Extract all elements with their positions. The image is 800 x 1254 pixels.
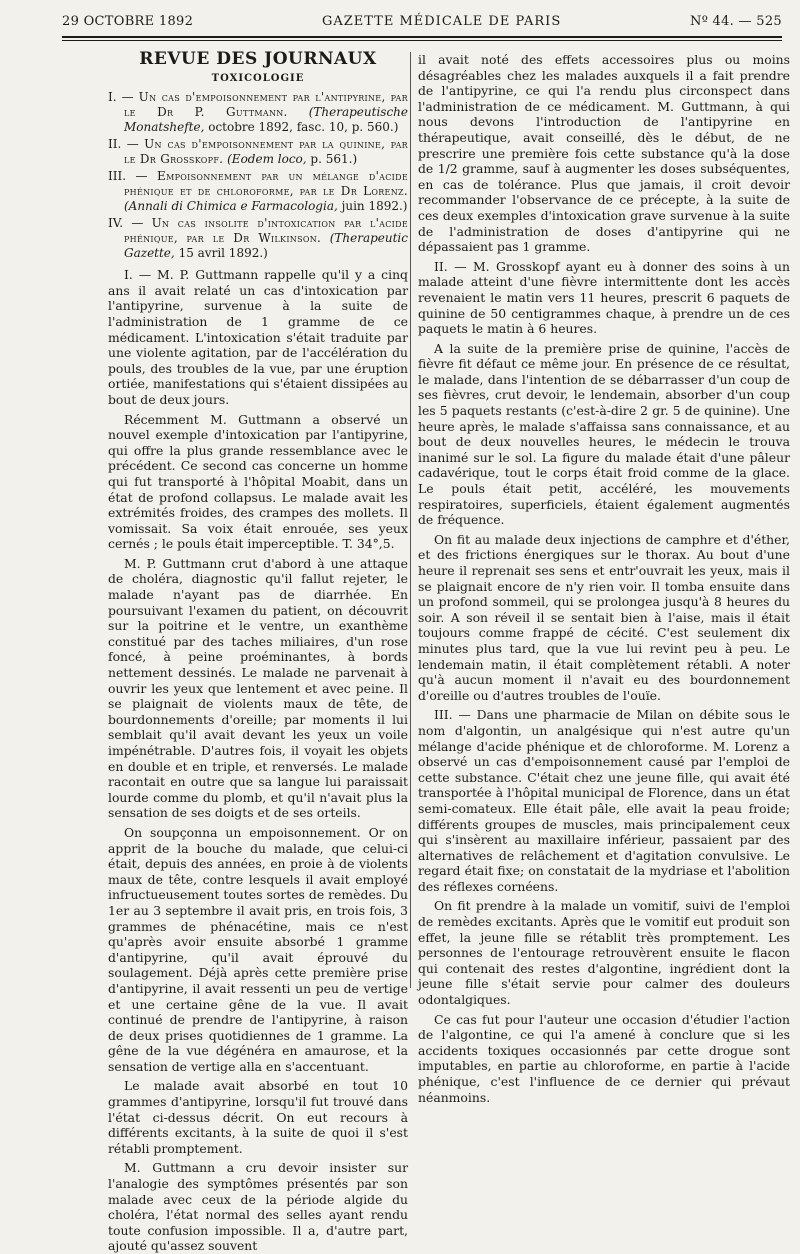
body-paragraph: A la suite de la première prise de quinine, l'accès de fièvre fit défaut ce même jour. En présence de ce résultat, le malade, dans l'intention de se débarrasser d'un coup de ses fièvres, crut devoir, le lendemain, absorber d'un coup les 5 paquets restants (c'est-à-dire 2 gr. 5 de quinine). Une heure après, le malade s'affaissa sans connaissance, et au bout de deux nouvelles heures, le médecin le trouva inanimé sur le sol. La figure du malade était d'une pâleur cadavérique, tout le corps était froid comme de la glace. Le pouls était petit, accéléré, les mouvements respiratoires, superficiels, étaient également augmentés de fréquence. (418, 340, 790, 528)
article-index (108, 90, 408, 261)
body-paragraph: Ce cas fut pour l'auteur une occasion d'étudier l'action de l'algontine, ce qui l'a amené à conclure que si les accidents toxiques occasionnés par cette drogue sont imputables, en partie au chloroforme, en partie à l'acide phénique, c'est l'influence de ce dernier qui prévaut néanmoins. (418, 1011, 790, 1105)
header-rule-thin (62, 40, 782, 41)
toc-entry: III. — Empoisonnement par un mélange d'acide phénique et de chloroforme, par le Dr Lorenz. (Annali di Chimica e Farmacologia, juin 1892.) (108, 169, 408, 214)
section-title: REVUE DES JOURNAUX (139, 49, 377, 69)
page-header (62, 14, 782, 36)
body-paragraph: On soupçonna un empoisonnement. Or on apprit de la bouche du malade, que celui-ci était, depuis des années, en proie à de violents maux de tête, contre lesquels il avait employé infructueusement toutes sortes de remèdes. Du 1er au 3 septembre il avait pris, en trois fois, 3 grammes de phénacétine, mais ce n'est qu'après avoir ensuite absorbé 1 gramme d'antipyrine, qu'il avait éprouvé du soulagement. Déjà après cette première prise d'antipyrine, il avait ressenti un peu de vertige et une certaine gêne de la vue. Il avait continué de prendre de l'antipyrine, à raison de deux prises quotidiennes de 1 gramme. La gêne de la vue dégénéra en amaurose, et la sensation de vertige alla en s'accentuant. (108, 824, 408, 1074)
body-paragraph: il avait noté des effets accessoires plus ou moins désagréables chez les malades auxquels il a fait prendre de l'antipyrine, ce qui l'a rendu plus circonspect dans l'administration de ce médicament. M. Guttmann, à qui nous devons l'introduction de l'antipyrine en thérapeutique, avait conseillé, dès le début, de ne prescrire une première fois cette substance qu'à la dose de 1/2 gramme, sauf à augmenter les doses subséquentes, en cas de tolérance. Plus que jamais, il croit devoir recommander l'observance de ce précepte, à la suite de ces deux exemples d'intoxication grave survenue à la suite de l'administration de doses d'antipyrine qui ne dépassaient pas 1 gramme. (418, 52, 790, 255)
body-paragraph: On fit au malade deux injections de camphre et d'éther, et des frictions énergiques sur le thorax. Au bout d'une heure il reprenait ses sens et entr'ouvrait les yeux, mais il se plaignait encore de n'y rien voir. Il tomba ensuite dans un profond sommeil, qui se prolongea jusqu'à 8 heures du soir. A son réveil il se sentait bien à l'aise, mais il était toujours comme frappé de cécité. C'est seulement dix minutes plus tard, que la vue lui revint peu à peu. Le lendemain matin, il était complètement rétabli. A noter qu'à aucun moment il n'avait eu des bourdonnement d'oreille ou d'autres troubles de l'ouïe. (418, 531, 790, 703)
toc-entry: II. — Un cas d'empoisonnement par la quinine, par le Dr Grosskopf. (Eodem loco, p. 561.) (108, 137, 408, 167)
body-paragraph: M. Guttmann a cru devoir insister sur l'analogie des symptômes présentés par son malade avec ceux de la période algide du choléra, l'état normal des selles ayant rendu toute confusion impossible. Il a, d'autre part, ajouté qu'assez souvent (108, 1160, 408, 1254)
header-rule (62, 36, 782, 38)
body-paragraph: III. — Dans une pharmacie de Milan on débite sous le nom d'algontin, un analgésique qui n'est autre qu'un mélange d'acide phénique et de chloroforme. M. Lorenz a observé un cas d'empoisonnement causé par l'emploi de cette substance. C'était chez une jeune fille, qui avait été transportée à l'hôpital municipal de Florence, dans un état semi-comateux. Elle était pâle, elle avait la peau froide; différents groupes de muscles, mais principalement ceux qui s'insèrent au maxillaire inférieur, passaient par des alternatives de relâchement et d'agitation convulsive. Le regard était fixe; on constatait de la mydriase et l'abolition des réflexes cornéens. (418, 707, 790, 894)
left-column (108, 49, 408, 1254)
body-paragraph: M. P. Guttmann crut d'abord à une attaque de choléra, diagnostic qu'il fallut rejeter, le malade n'ayant pas de diarrhée. En poursuivant l'examen du patient, on découvrit sur la poitrine et le ventre, un exanthème constitué par des taches miliaires, d'un rose foncé, à peine proéminantes, à bords nettement dessinés. Le malade ne parvenait à ouvrir les yeux que lentement et avec peine. Il se plaignait de violents maux de tête, de bourdonnements d'oreille; par moments il lui semblait qu'il avait devant les yeux un voile impénétrable. D'autres fois, il voyait les objets en double et en triple, et renversés. Le malade racontait en outre que sa langue lui paraissait lourde comme du plomb, et qu'il n'avait plus la sensation de ses doigts et de ses orteils. (108, 555, 408, 821)
body-paragraph: I. — M. P. Guttmann rappelle qu'il y a cinq ans il avait relaté un cas d'intoxication par l'antipyrine, survenue à la suite de l'administration de 1 gramme de ce médicament. L'intoxication s'était traduite par une violente agitation, par de l'accélération du pouls, des troubles de la vue, par une éruption ortiée, manifestations qui s'étaient dissipées au bout de deux jours. (108, 267, 408, 407)
body-paragraph: Le malade avait absorbé en tout 10 grammes d'antipyrine, lorsqu'il fut trouvé dans l'état ci-dessus décrit. On eut recours à différents excitants, à la suite de quoi il s'est rétabli promptement. (108, 1078, 408, 1156)
section-subtitle: TOXICOLOGIE (211, 72, 305, 84)
toc-entry: IV. — Un cas insolite d'intoxication par l'acide phénique, par le Dr Wilkinson. (Therapeutic Gazette, 15 avril 1892.) (108, 216, 408, 261)
header-title: GAZETTE MÉDICALE DE PARIS (321, 14, 562, 29)
body-paragraph: Récemment M. Guttmann a observé un nouvel exemple d'intoxication par l'antipyrine, qui offre la plus grande ressemblance avec le précédent. Ce second cas concerne un homme qui fut transporté à l'hôpital Moabit, dans un état de profond collapsus. Le malade avait les extrémités froides, des crampes des mollets. Il vomissait. Sa voix était enrouée, ses yeux cernés ; le pouls était imperceptible. T. 34°,5. (108, 411, 408, 552)
toc-entry: I. — Un cas d'empoisonnement par l'antipyrine, par le Dr P. Guttmann. (Therapeutische Monatshefte, octobre 1892, fasc. 10, p. 560.) (108, 90, 408, 135)
body-paragraph: II. — M. Grosskopf ayant eu à donner des soins à un malade atteint d'une fièvre intermittente dont les accès revenaient le matin vers 11 heures, prescrit 6 paquets de quinine de 50 centigrammes chaque, à prendre un de ces paquets le matin à 6 heures. (418, 258, 790, 337)
right-column (418, 52, 790, 1105)
body-paragraph: On fit prendre à la malade un vomitif, suivi de l'emploi de remèdes excitants. Après que le vomitif eut produit son effet, la jeune fille se rétablit très promptement. Les personnes de l'entourage retrouvèrent ensuite le flacon qui contenait des restes d'algontine, ingrédient dont la jeune fille s'était servie pour calmer des douleurs odontalgiques. (418, 898, 790, 1008)
header-date: 29 OCTOBRE 1892 (62, 14, 194, 29)
header-issue: Nº 44. — 525 (690, 14, 782, 29)
column-divider (410, 52, 411, 988)
